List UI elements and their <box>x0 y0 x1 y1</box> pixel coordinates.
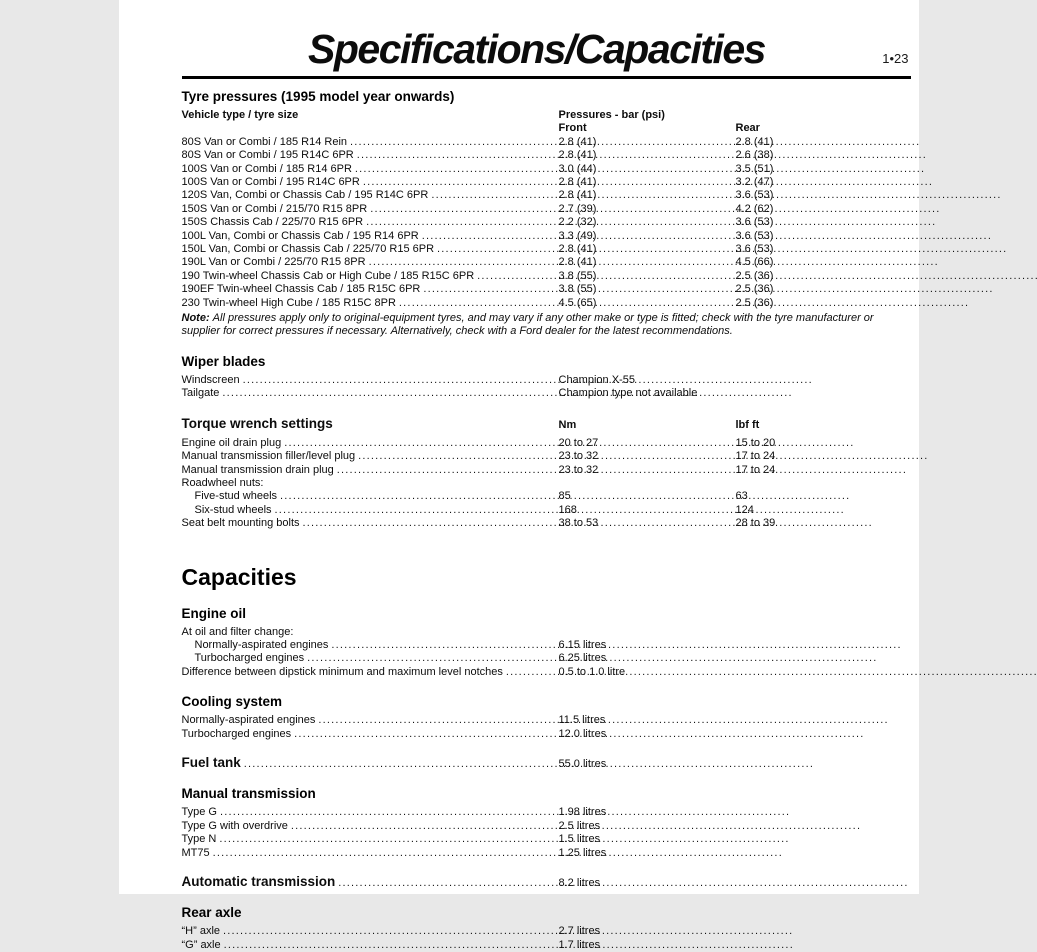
dot-leader <box>506 666 552 679</box>
row-value-primary: 11.5 litres <box>558 714 606 727</box>
manual-transmission-table <box>182 806 909 860</box>
row-value-primary: 8.2 litres <box>558 877 601 890</box>
column-header-lbf-ft: lbf ft <box>735 419 760 432</box>
dot-leader <box>307 652 551 665</box>
row-label: Automatic transmission <box>181 874 336 890</box>
row-value-primary: 23 to 32 <box>558 450 599 463</box>
row-label: Fuel tank <box>181 755 241 770</box>
tyre-table-header-row-1 <box>182 109 909 122</box>
row-label-cell <box>182 639 559 652</box>
row-value-primary: 4.5 (65) <box>558 296 597 309</box>
row-label: Type G <box>181 806 217 819</box>
row-value-primary: 3.8 (55) <box>558 283 597 296</box>
column-header-nm: Nm <box>558 419 577 432</box>
row-label: “G” axle <box>181 938 221 951</box>
dot-leader <box>318 714 551 727</box>
row-label-cell <box>182 517 559 530</box>
row-label: 80S Van or Combi / 195 R14C 6PR <box>181 149 354 162</box>
row-value-primary: 2.8 (41) <box>558 176 597 189</box>
rear-axle-table <box>182 925 909 952</box>
note-label: Note: <box>181 312 210 325</box>
automatic-transmission-table <box>182 875 909 890</box>
table-row <box>182 270 909 283</box>
row-value-primary: 2.7 (39) <box>558 202 597 215</box>
dot-leader <box>331 639 551 652</box>
torque-header-row <box>182 417 909 432</box>
row-label: Engine oil drain plug <box>181 436 282 449</box>
table-row <box>182 820 909 833</box>
row-value-primary: 3.3 (49) <box>558 229 597 242</box>
row-label: Turbocharged engines <box>194 652 305 665</box>
row-value-secondary: 3.6 (53) <box>735 243 774 256</box>
page-content <box>119 89 919 952</box>
row-label-cell <box>182 847 559 860</box>
table-row <box>182 477 909 490</box>
page-title: Specifications/Capacities <box>308 26 765 72</box>
table-row <box>182 925 909 938</box>
column-header-rear: Rear <box>735 122 760 135</box>
table-row <box>182 450 909 463</box>
row-label-cell <box>182 163 559 176</box>
row-label-cell <box>182 939 559 952</box>
row-value-primary: 3.8 (55) <box>558 269 597 282</box>
row-label: 120S Van, Combi or Chassis Cab / 195 R14C 6PR <box>181 189 429 202</box>
row-label: “H” axle <box>181 925 221 938</box>
row-label-cell <box>182 714 559 727</box>
row-value-primary: Champion type not available <box>558 386 698 399</box>
table-row <box>182 652 909 665</box>
table-row <box>182 189 909 202</box>
table-row <box>182 437 909 450</box>
dot-leader <box>357 149 552 162</box>
row-label: 190L Van or Combi / 225/70 R15 8PR <box>181 256 366 269</box>
row-value-secondary: 28 to 39 <box>735 517 776 530</box>
dot-leader <box>431 189 551 202</box>
row-label-cell <box>182 820 559 833</box>
section-torque-settings <box>182 417 909 530</box>
row-label: 100S Van or Combi / 195 R14C 6PR <box>181 176 360 189</box>
table-row <box>182 387 909 400</box>
dot-leader <box>350 136 552 149</box>
wiper-blades-heading: Wiper blades <box>181 353 266 369</box>
manual-transmission-heading: Manual transmission <box>181 786 316 802</box>
row-label: 80S Van or Combi / 185 R14 Rein <box>181 135 347 148</box>
capacities-heading: Capacities <box>181 563 297 590</box>
table-row <box>182 847 909 860</box>
dot-leader <box>358 450 551 463</box>
section-tyre-pressures <box>182 89 909 339</box>
row-label: 100S Van or Combi / 185 R14 6PR <box>181 162 352 175</box>
row-label-cell <box>182 243 559 256</box>
dot-leader <box>355 163 552 176</box>
cooling-system-heading: Cooling system <box>181 694 283 710</box>
row-value-primary: 6.25 litres <box>558 652 607 665</box>
dot-leader <box>224 939 552 952</box>
dot-leader <box>423 283 551 296</box>
page-number: 1•23 <box>882 51 909 66</box>
dot-leader <box>366 216 551 229</box>
row-label: Type N <box>181 833 217 846</box>
row-label-cell <box>182 297 559 310</box>
dot-leader <box>363 176 552 189</box>
row-label: Normally-aspirated engines <box>194 638 329 651</box>
dot-leader <box>213 847 552 860</box>
row-value-secondary: 3.6 (53) <box>735 229 774 242</box>
row-value-secondary: 2.6 (38) <box>735 149 774 162</box>
table-row <box>182 464 909 477</box>
row-value-primary: 2.5 litres <box>558 819 601 832</box>
row-value-primary: 6.15 litres <box>558 638 607 651</box>
row-label: 100L Van, Combi or Chassis Cab / 195 R14 6PR <box>181 229 419 242</box>
row-value-secondary: 15 to 20 <box>735 436 776 449</box>
table-row <box>182 176 909 189</box>
row-label-cell <box>182 833 559 846</box>
row-value-primary: 55.0 litres <box>558 758 607 770</box>
row-label: Six-stud wheels <box>194 503 272 516</box>
table-row <box>182 216 909 229</box>
engine-oil-table <box>182 626 909 680</box>
dot-leader <box>291 820 552 833</box>
dot-leader <box>369 256 552 269</box>
dot-leader <box>280 490 551 503</box>
dot-leader <box>422 230 552 243</box>
table-row <box>182 243 909 256</box>
dot-leader <box>399 297 552 310</box>
table-row <box>182 504 909 517</box>
row-label: 190EF Twin-wheel Chassis Cab / 185 R15C 6PR <box>181 283 421 296</box>
table-row <box>182 875 909 890</box>
row-value-primary: 168 <box>558 503 577 516</box>
row-label-cell <box>182 477 559 490</box>
row-value-primary: 2.8 (41) <box>558 149 597 162</box>
row-label: Type G with overdrive <box>181 819 288 832</box>
section-capacities <box>182 564 909 952</box>
row-value-primary: 1.5 litres <box>558 833 601 846</box>
row-value-primary: 2.8 (41) <box>558 256 597 269</box>
row-label-cell <box>182 652 559 665</box>
row-label: 150S Chassis Cab / 225/70 R15 6PR <box>181 216 364 229</box>
row-label-cell <box>182 450 559 463</box>
row-value-primary: 38 to 53 <box>558 517 599 530</box>
row-label-cell <box>182 176 559 189</box>
row-label-cell <box>182 374 559 387</box>
column-header-pressures-group: Pressures - bar (psi) <box>558 109 665 121</box>
row-label: Normally-aspirated engines <box>181 714 316 727</box>
table-row <box>182 256 909 269</box>
table-row <box>182 626 909 639</box>
dot-leader <box>222 387 551 400</box>
row-value-secondary: 17 to 24 <box>735 450 776 463</box>
row-value-secondary: 2.5 (36) <box>735 269 774 282</box>
row-label-cell <box>182 806 559 819</box>
row-label-cell <box>182 216 559 229</box>
tyre-pressures-heading: Tyre pressures (1995 model year onwards) <box>181 89 455 104</box>
row-label-cell <box>182 136 559 149</box>
row-label-cell <box>182 437 559 450</box>
row-value-primary: 2.7 litres <box>558 925 601 938</box>
row-label: Tailgate <box>181 386 220 399</box>
torque-settings-table <box>182 437 909 531</box>
wiper-blades-table <box>182 374 909 401</box>
row-value-primary: 2.8 (41) <box>558 135 597 148</box>
dot-leader <box>303 517 552 530</box>
row-label: 150S Van or Combi / 215/70 R15 8PR <box>181 202 368 215</box>
table-row <box>182 230 909 243</box>
row-label-cell <box>182 925 559 938</box>
masthead <box>119 0 919 72</box>
dot-leader <box>223 925 551 938</box>
row-label-cell <box>182 387 559 400</box>
dot-leader <box>243 374 552 387</box>
fuel-tank-table <box>182 756 909 771</box>
row-label-cell <box>182 464 559 477</box>
dot-leader <box>338 877 551 890</box>
dot-leader <box>370 203 551 216</box>
row-value-primary: 1.25 litres <box>558 846 607 859</box>
table-row <box>182 714 909 727</box>
row-value-primary: 1.7 litres <box>558 938 601 951</box>
row-value-primary: 85 <box>558 490 571 503</box>
row-label: Manual transmission filler/level plug <box>181 450 356 463</box>
row-label-cell <box>182 189 559 202</box>
row-label: Five-stud wheels <box>194 490 278 503</box>
row-value-primary: Champion X-55 <box>558 373 635 386</box>
table-row <box>182 639 909 652</box>
row-label-cell <box>182 270 559 283</box>
row-label: At oil and filter change: <box>181 625 294 638</box>
table-row <box>182 149 909 162</box>
row-value-secondary: 3.2 (47) <box>735 176 774 189</box>
row-label-cell <box>182 490 559 503</box>
table-row <box>182 756 909 771</box>
table-row <box>182 163 909 176</box>
row-value-primary: 1.98 litres <box>558 806 607 819</box>
row-value-primary: 23 to 32 <box>558 463 599 476</box>
table-row <box>182 517 909 530</box>
row-label: Difference between dipstick minimum and maximum level notches <box>181 665 503 678</box>
row-label: Turbocharged engines <box>181 727 292 740</box>
row-label-cell <box>182 626 559 639</box>
header-rule <box>182 76 911 79</box>
dot-leader <box>337 464 552 477</box>
row-value-secondary: 4.5 (66) <box>735 256 774 269</box>
tyre-pressures-note <box>182 312 909 338</box>
tyre-pressure-table <box>182 136 909 310</box>
dot-leader <box>284 437 551 450</box>
row-value-secondary: 124 <box>735 503 754 516</box>
row-label-cell <box>182 728 559 741</box>
dot-leader <box>437 243 551 256</box>
row-label-cell <box>182 756 559 771</box>
dot-leader <box>220 806 552 819</box>
row-label-cell <box>182 230 559 243</box>
table-row <box>182 728 909 741</box>
dot-leader <box>294 728 551 741</box>
row-value-secondary: 2.5 (36) <box>735 283 774 296</box>
row-label: Roadwheel nuts: <box>181 476 264 489</box>
engine-oil-heading: Engine oil <box>181 605 247 621</box>
row-value-primary: 3.0 (44) <box>558 162 597 175</box>
row-value-primary: 12.0 litres <box>558 727 607 740</box>
table-row <box>182 283 909 296</box>
row-label-cell <box>182 256 559 269</box>
row-label-cell <box>182 504 559 517</box>
row-value-secondary: 4.2 (62) <box>735 202 774 215</box>
row-value-primary: 20 to 27 <box>558 436 599 449</box>
row-value-secondary: 3.6 (53) <box>735 189 774 202</box>
table-row <box>182 374 909 387</box>
row-label: 190 Twin-wheel Chassis Cab or High Cube / 185 R15C 6PR <box>181 269 475 282</box>
row-label: Manual transmission drain plug <box>181 463 334 476</box>
row-label: Windscreen <box>181 373 240 386</box>
dot-leader <box>275 504 552 517</box>
row-value-secondary: 63 <box>735 490 748 503</box>
row-label-cell <box>182 283 559 296</box>
row-label: 150L Van, Combi or Chassis Cab / 225/70 R15 6PR <box>181 243 435 256</box>
note-text: All pressures apply only to original-equipment tyres, and may vary if any other make or type is fitted; check with the tyre manufacturer or supplier for correct pressures if necessary. Alternatively, check with a Ford dealer for the latest recommendations. <box>181 312 874 338</box>
row-label-cell <box>182 149 559 162</box>
dot-leader <box>219 833 551 846</box>
row-value-secondary: 2.8 (41) <box>735 135 774 148</box>
table-row <box>182 136 909 149</box>
row-label: Seat belt mounting bolts <box>181 517 300 530</box>
row-value-secondary: 2.5 (36) <box>735 296 774 309</box>
row-label-cell <box>182 666 559 679</box>
torque-settings-heading: Torque wrench settings <box>181 416 333 432</box>
row-label: 230 Twin-wheel High Cube / 185 R15C 8PR <box>181 296 396 309</box>
table-row <box>182 806 909 819</box>
row-value-secondary: 3.6 (53) <box>735 216 774 229</box>
table-row <box>182 666 909 679</box>
table-row <box>182 939 909 952</box>
column-header-vehicle-type: Vehicle type / tyre size <box>181 109 299 121</box>
row-value-primary: 2.2 (32) <box>558 216 597 229</box>
row-label-cell <box>182 875 559 890</box>
row-value-secondary: 17 to 24 <box>735 463 776 476</box>
column-header-front: Front <box>558 122 587 135</box>
section-wiper-blades <box>182 354 909 401</box>
cooling-system-table <box>182 714 909 741</box>
manual-page <box>119 0 919 951</box>
table-row <box>182 490 909 503</box>
table-row <box>182 297 909 310</box>
row-value-primary: 2.8 (41) <box>558 189 597 202</box>
row-value-secondary: 3.5 (51) <box>735 162 774 175</box>
rear-axle-heading: Rear axle <box>181 905 242 921</box>
row-value-primary: 2.8 (41) <box>558 243 597 256</box>
row-label: MT75 <box>181 846 210 859</box>
tyre-table-header-row-2 <box>182 122 909 135</box>
row-value-primary: 0.5 to 1.0 litre <box>558 665 626 678</box>
row-label-cell <box>182 203 559 216</box>
table-row <box>182 203 909 216</box>
table-row <box>182 833 909 846</box>
dot-leader <box>477 270 551 283</box>
dot-leader <box>244 758 552 771</box>
